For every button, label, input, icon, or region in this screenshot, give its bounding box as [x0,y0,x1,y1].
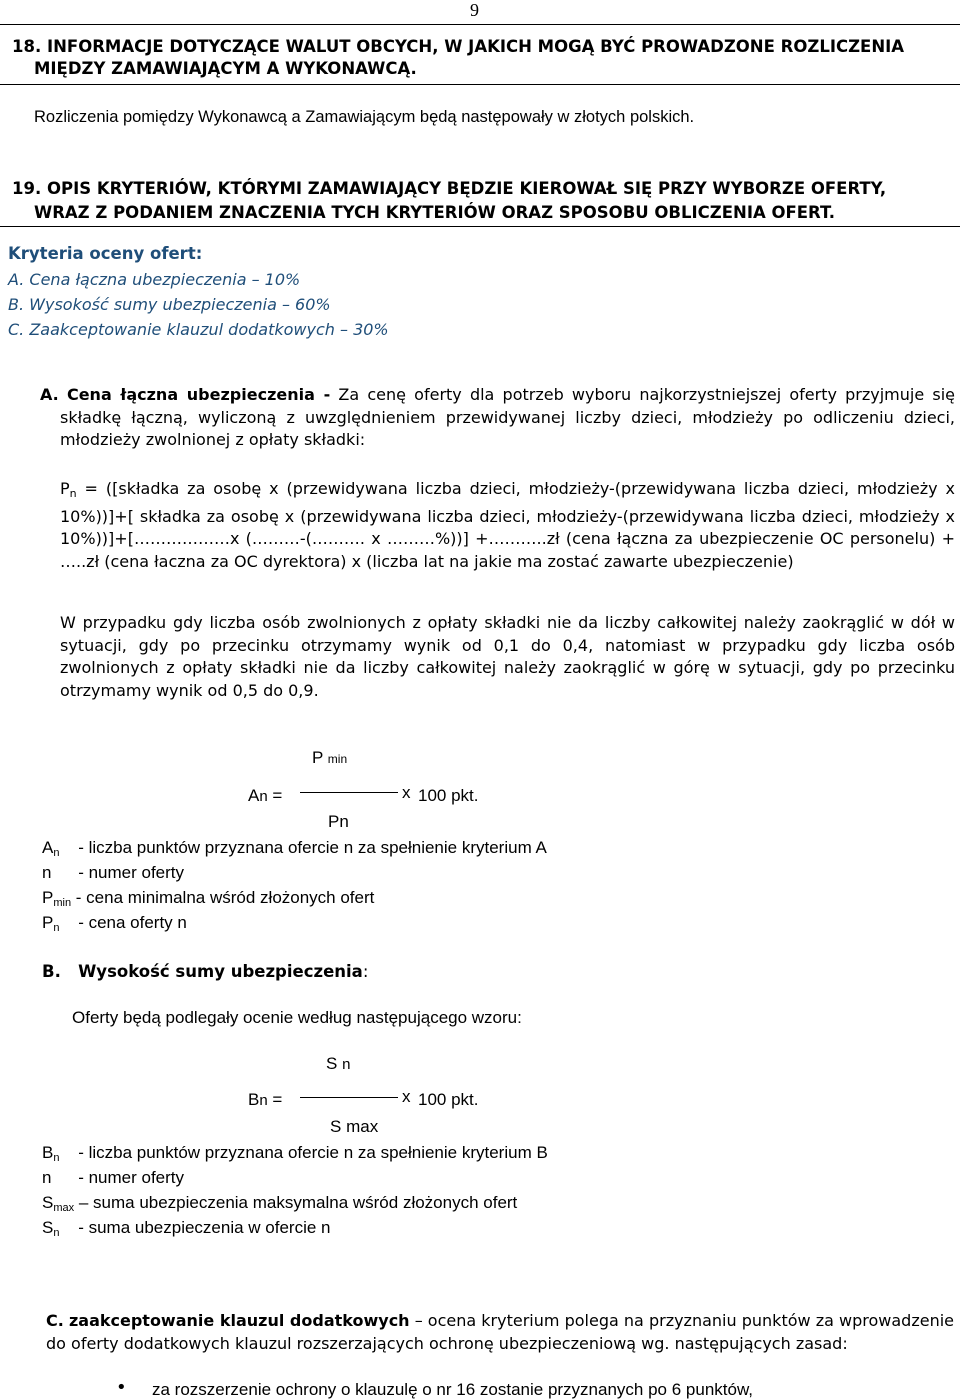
pn-sub: n [69,487,77,500]
criterion-c-body: – ocena kryterium polega na przyznaniu punktów za wprowadzenie do oferty dodatkowych klauzul rozszerzających ochronę ubezpieczeniową wg. następujących zasad: [46,1311,955,1353]
criterion-c-label: C. [46,1311,64,1330]
formula-a-lhs: An = [248,786,283,805]
criterion-c-text [46,1310,954,1355]
formula-a-denominator: Pn [328,812,349,831]
formula-b-lhs: Bn = [248,1090,283,1109]
criterion-a-title: Cena łączna ubezpieczenia - [66,385,331,404]
criterion-a-intro [40,384,955,452]
formula-a-points: 100 pkt. [418,786,479,805]
formula-b-numerator: S n [326,1054,351,1073]
criteria-item-b: B. Wysokość sumy ubezpieczenia – 60% [8,295,331,314]
section-19-heading-line2: WRAZ Z PODANIEM ZNACZENIA TYCH KRYTERIÓW ORAZ SPOSOBU OBLICZENIA OFERT. [34,203,836,222]
formula-a-fraction-line [300,792,398,793]
formula-b-points: 100 pkt. [418,1090,479,1109]
pn-symbol: P [60,479,70,498]
criterion-c-bullet-item: za rozszerzenie ochrony o klauzulę o nr 16 zostanie przyznanych po 6 punktów, [152,1380,754,1399]
legend-b-row: $S_{max}$ – suma ubezpieczenia maksymalna wśród złożonych ofert [42,1193,518,1214]
formula-b-fraction-line [300,1097,398,1098]
legend-a-row: n - numer oferty [42,863,185,882]
section-19-heading-line1: 19. OPIS KRYTERIÓW, KTÓRYMI ZAMAWIAJĄCY BĘDZIE KIEROWAŁ SIĘ PRZY WYBORZE OFERTY, [12,179,887,198]
top-rule [0,24,960,25]
criteria-item-c: C. Zaakceptowanie klauzul dodatkowych – 30% [8,320,389,339]
legend-a-row: $P_n$ - cena oferty n [42,913,187,934]
formula-b-times: x [402,1087,411,1106]
pn-formula-text [60,478,955,573]
formula-a-times: x [402,783,411,802]
pn-formula-body: = ([składka za osobę x (przewidywana liczba dzieci, młodzieży-(przewidywana liczba dzieci, młodzieży x 10%))]+[ składka za osobę x (przewidywana liczba dzieci, młodzieży-(przewidywana liczba dzieci, młodzieży x 10%))]+[………………x (………-(………. x ………%))] +………..zł (cena łączna za ubezpieczenie OC personelu) + …..zł (cena łaczna za OC dyrektora) x (liczba lat na jakie ma zostać zawarte ubezpieczenie) [60,479,955,571]
bullet-icon: • [116,1377,127,1398]
criteria-title: Kryteria oceny ofert: [8,244,203,263]
legend-b-row: $B_n$ - liczba punktów przyznana ofercie n za spełnienie kryterium B [42,1143,548,1164]
section-18-heading-line2: MIĘDZY ZAMAWIAJĄCYM A WYKONAWCĄ. [34,59,417,78]
section-18-body: Rozliczenia pomiędzy Wykonawcą a Zamawiającym będą następowały w złotych polskich. [34,108,695,126]
legend-b-row: $S_n$ - suma ubezpieczenia w ofercie n [42,1218,331,1239]
formula-a-numerator: P min [312,748,348,767]
criterion-b-intro: Oferty będą podlegały ocenie według następującego wzoru: [72,1008,522,1027]
legend-b-row: n - numer oferty [42,1168,185,1187]
section-19-rule [0,226,960,227]
criterion-a-label: A. [40,385,59,404]
criterion-b-heading: B. Wysokość sumy ubezpieczenia: [42,962,369,981]
criterion-a-intro-text: Za cenę oferty dla potrzeb wyboru najkorzystniejszej oferty przyjmuje się składkę łączną, wyliczoną z uwzględnieniem przewidywanej liczby dzieci, młodzieży po odliczeniu dzieci, młodzieży zwolnionej z opłaty składki: [60,385,955,450]
formula-b-denominator: S max [330,1117,379,1136]
legend-a-row: $P_{min}$ - cena minimalna wśród złożonych ofert [42,888,375,909]
page-number: 9 [470,0,479,20]
criteria-item-a: A. Cena łączna ubezpieczenia – 10% [8,270,301,289]
criterion-b-label: B. [42,962,61,981]
criterion-c-title: zaakceptowanie klauzul dodatkowych [68,1311,410,1330]
legend-a-row: $A_n$ - liczba punktów przyznana ofercie n za spełnienie kryterium A [42,838,547,859]
section-18-heading-line1: 18. INFORMACJE DOTYCZĄCE WALUT OBCYCH, W JAKICH MOGĄ BYĆ PROWADZONE ROZLICZENIA [12,37,905,56]
rounding-rule: W przypadku gdy liczba osób zwolnionych z opłaty składki nie da liczby całkowitej należy zaokrąglić w dół w sytuacji, gdy po przecinku otrzymamy wynik od 0,1 do 0,4, natomiast w przypadku gdy liczba osób zwolnionych z opłaty składki nie da liczby całkowitej należy zaokrąglić w górę w sytuacji, gdy po przecinku otrzymamy wynik od 0,5 do 0,9. [60,613,955,700]
section-18-rule [0,84,960,85]
criterion-b-title: Wysokość sumy ubezpieczenia [78,962,363,981]
